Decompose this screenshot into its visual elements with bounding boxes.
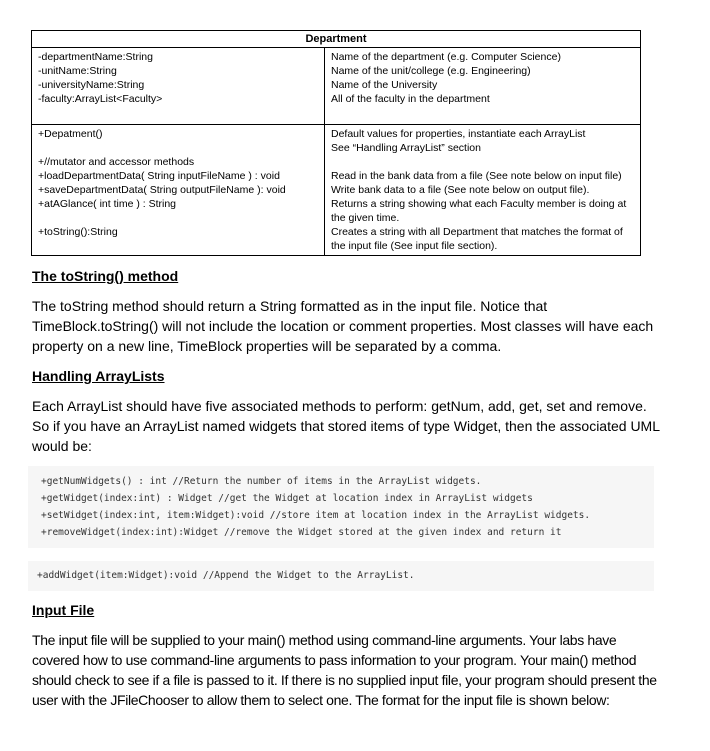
uml-method-comment: +//mutator and accessor methods: [38, 156, 195, 168]
input-file-paragraph: The input file will be supplied to your main() method using command-line arguments. Your labs have covered how to use command-line arguments to pass information to your program. Your main() method should check to see if a file is passed to it. If there is no supplied input file, your program should present the user with the JFileChooser to allow them to select one. The format for the input file is shown below:: [32, 632, 657, 708]
uml-method-note: Returns a string showing what each Faculty member is doing at the given time.: [331, 198, 627, 224]
code-line: +getWidget(index:int) : Widget //get the Widget at location index in ArrayList widgets: [41, 493, 533, 504]
uml-attribute: -departmentName:String: [38, 51, 153, 63]
uml-spacer: [331, 155, 634, 169]
uml-method-notes-cell: [325, 125, 641, 256]
arraylists-paragraph: Each ArrayList should have five associated methods to perform: getNum, add, get, set and remove. So if you have an ArrayList named widgets that stored items of type Widget, then the associated UML would be:: [32, 398, 660, 454]
uml-method: +toString():String: [38, 226, 118, 238]
uml-attribute: -universityName:String: [38, 79, 145, 91]
uml-method-note: Read in the bank data from a file (See note below on input file): [331, 170, 622, 182]
uml-spacer: [38, 211, 318, 225]
uml-attribute: -faculty:ArrayList<Faculty>: [38, 93, 163, 105]
uml-method-note: See “Handling ArrayList” section: [331, 142, 481, 154]
uml-attribute-note: Name of the unit/college (e.g. Engineering): [331, 65, 531, 77]
uml-attribute-notes-cell: [325, 48, 641, 125]
input-file-heading: Input File: [32, 602, 95, 618]
uml-method: +atAGlance( int time ) : String: [38, 198, 177, 210]
uml-attribute-note: Name of the University: [331, 79, 438, 91]
code-line: +setWidget(index:int, item:Widget):void //store item at location index in the ArrayList widgets.: [41, 510, 591, 521]
uml-method: +loadDepartmentData( String inputFileName ) : void: [38, 170, 280, 182]
arraylists-heading: Handling ArrayLists: [32, 368, 165, 384]
uml-attribute-note: All of the faculty in the department: [331, 93, 490, 105]
uml-attributes-cell: [32, 48, 325, 125]
code-line: +getNumWidgets() : int //Return the number of items in the ArrayList widgets.: [41, 476, 482, 487]
code-block-add: [28, 561, 654, 591]
uml-class-name: Department: [32, 31, 641, 48]
tostring-heading: The toString() method: [32, 268, 179, 284]
code-line: +removeWidget(index:int):Widget //remove the Widget stored at the given index and return it: [41, 527, 562, 538]
uml-spacer: [38, 141, 318, 155]
tostring-paragraph: The toString method should return a String formatted as in the input file. Notice that TimeBlock.toString() will not include the location or comment properties. Most classes will have each property on a new line, TimeBlock properties will be separated by a comma.: [32, 298, 654, 354]
uml-method-note: Creates a string with all Department that matches the format of the input file (See input file section).: [331, 226, 623, 252]
uml-method: +Depatment(): [38, 128, 103, 140]
uml-attribute: -unitName:String: [38, 65, 117, 77]
uml-methods-cell: [32, 125, 325, 256]
uml-method: +saveDepartmentData( String outputFileName ): void: [38, 184, 286, 196]
code-line: +addWidget(item:Widget):void //Append the Widget to the ArrayList.: [37, 570, 415, 581]
uml-attribute-note: Name of the department (e.g. Computer Science): [331, 51, 561, 63]
uml-spacer: [38, 239, 318, 253]
uml-method-note: Default values for properties, instantiate each ArrayList: [331, 128, 586, 140]
uml-method-note: Write bank data to a file (See note below on output file).: [331, 184, 590, 196]
code-block-accessors: [28, 466, 654, 548]
uml-class-table: [31, 30, 641, 256]
